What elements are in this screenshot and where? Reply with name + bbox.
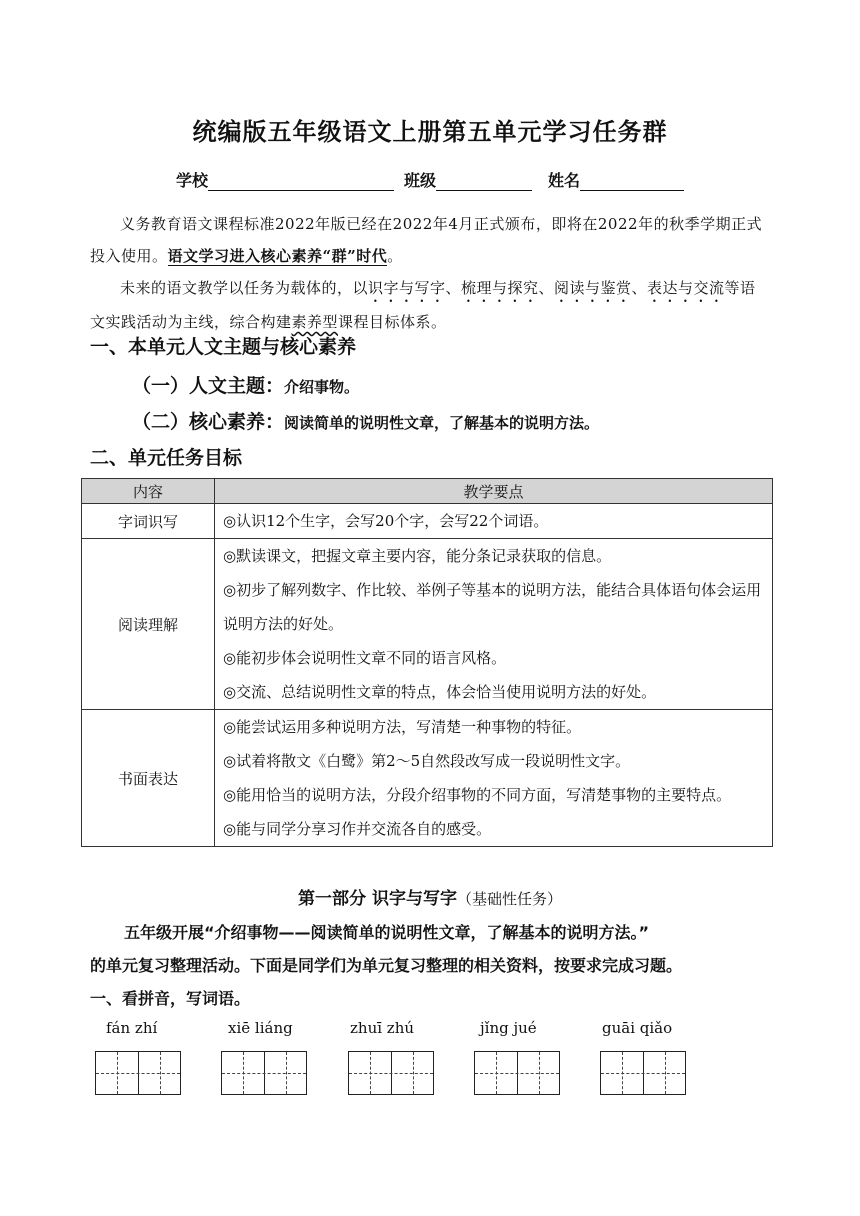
writing-grid[interactable]	[474, 1051, 560, 1095]
part1-title	[0, 884, 860, 909]
intro-p1-emphasis: 语文学习进入核心素养“群”时代	[167, 247, 388, 265]
writing-grid[interactable]	[221, 1051, 307, 1095]
goal-item: ◎试着将散文《白鹭》第2～5自然段改写成一段说明性文字。	[223, 752, 631, 770]
row-category: 阅读理解	[82, 539, 215, 710]
part1-subtitle: （基础性任务）	[456, 890, 562, 908]
intro-p2-dotted: 识字与写字、梳理与探究、阅读与鉴赏、表达与交流	[368, 279, 725, 297]
row-category: 字词识写	[82, 504, 215, 539]
goal-item: ◎初步了解列数字、作比较、举例子等基本的说明方法，能结合具体语句体会运用说明方法的好处。	[223, 581, 762, 633]
intro-p2-wavy: 素养型	[291, 313, 339, 331]
writing-grid[interactable]	[348, 1051, 434, 1095]
core-value: 阅读简单的说明性文章，了解基本的说明方法。	[284, 414, 600, 432]
school-label: 学校	[176, 171, 209, 190]
writing-grid[interactable]	[95, 1051, 181, 1095]
goal-item: ◎交流、总结说明性文章的特点，体会恰当使用说明方法的好处。	[223, 683, 657, 701]
part1-desc-line2: 的单元复习整理活动。下面是同学们为单元复习整理的相关资料，按要求完成习题。	[90, 956, 683, 975]
page-title: 统编版五年级语文上册第五单元学习任务群	[192, 118, 668, 146]
row-items	[215, 710, 773, 847]
goal-item: ◎能用恰当的说明方法，分段介绍事物的不同方面，写清楚事物的主要特点。	[223, 786, 732, 804]
pinyin-label: zhuī zhú	[350, 1019, 415, 1037]
student-info-line	[176, 168, 694, 191]
table-row	[82, 710, 773, 847]
section1-heading: 一、本单元人文主题与核心素养	[90, 336, 357, 358]
intro-paragraph-2	[90, 272, 770, 338]
goal-item: ◎能与同学分享习作并交流各自的感受。	[223, 820, 492, 838]
theme-line	[132, 371, 359, 398]
goal-item: ◎默读课文，把握文章主要内容，能分条记录获取的信息。	[223, 547, 612, 565]
intro-p2-text-a: 未来的语文教学以任务为载体的，以	[120, 279, 369, 297]
goal-item: ◎能初步体会说明性文章不同的语言风格。	[223, 649, 507, 667]
section2-heading: 二、单元任务目标	[90, 447, 243, 469]
table-header: 内容	[82, 479, 215, 504]
name-blank[interactable]	[580, 172, 684, 191]
pinyin-label: xiē liáng	[228, 1019, 293, 1037]
class-blank[interactable]	[436, 172, 532, 191]
theme-label: （一）人文主题：	[132, 375, 285, 397]
table-row	[82, 539, 773, 710]
part1-desc-line1: 五年级开展“介绍事物——阅读简单的说明性文章，了解基本的说明方法。”	[124, 923, 650, 942]
intro-p2-text-c: 等语文实践活动为主线，综合构建	[90, 279, 756, 331]
pinyin-label: guāi qiǎo	[602, 1019, 673, 1037]
pinyin-label: jǐng jué	[480, 1019, 537, 1037]
intro-p1-end: 。	[387, 247, 403, 265]
intro-paragraph-1	[90, 208, 770, 272]
class-label: 班级	[404, 171, 437, 190]
row-items	[215, 504, 773, 539]
table-header-row	[82, 479, 773, 504]
intro-p1-text: 义务教育语文课程标准2022年版已经在2022年4月正式颁布，即将在2022年的秋季学期正式投入使用。	[90, 215, 763, 265]
intro-p2-text-e: 课程目标体系。	[338, 313, 447, 331]
school-blank[interactable]	[208, 172, 394, 191]
theme-value: 介绍事物。	[284, 378, 360, 396]
goal-item: ◎认识12个生字，会写20个字，会写22个词语。	[223, 512, 549, 530]
pinyin-label: fán zhí	[106, 1019, 158, 1037]
writing-grid[interactable]	[600, 1051, 686, 1095]
intro-paragraphs	[90, 208, 770, 338]
row-category: 书面表达	[82, 710, 215, 847]
name-label: 姓名	[548, 171, 581, 190]
question-1-label: 一、看拼音，写词语。	[90, 989, 251, 1008]
table-row	[82, 504, 773, 539]
goal-item: ◎能尝试运用多种说明方法，写清楚一种事物的特征。	[223, 718, 582, 736]
goals-table	[81, 478, 773, 847]
row-items	[215, 539, 773, 710]
table-header: 教学要点	[215, 479, 773, 504]
core-label: （二）核心素养：	[132, 411, 285, 433]
part1-title-text: 第一部分 识字与写字	[298, 889, 457, 909]
core-line	[132, 407, 599, 434]
